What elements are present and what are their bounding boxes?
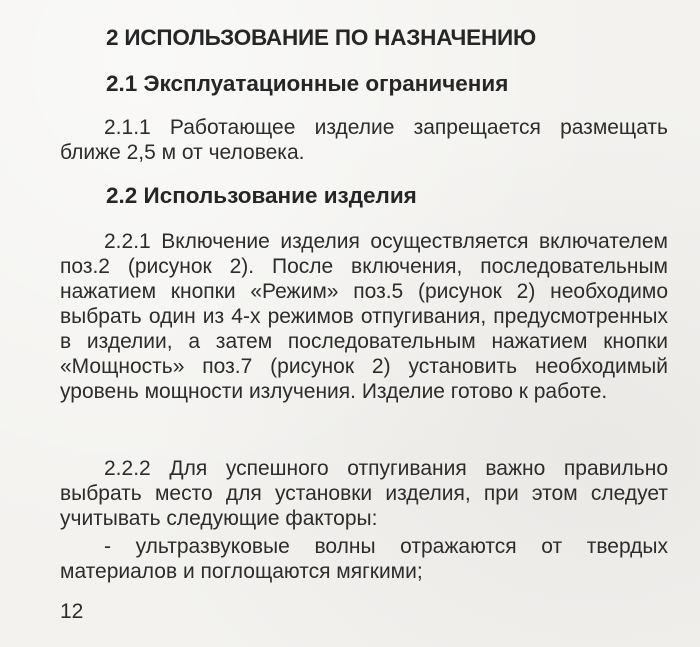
paragraph-2-1-1-text: 2.1.1 Работающее изделие запрещается размещать ближе 2,5 м от человека.	[60, 116, 668, 164]
paragraph-2-2-2	[60, 456, 668, 531]
bullet-item	[60, 534, 668, 584]
bullet-item-text: - ультразвуковые волны отражаются от твердых материалов и поглощаются мягкими;	[60, 535, 668, 583]
section-title: 2 ИСПОЛЬЗОВАНИЕ ПО НАЗНАЧЕНИЮ	[106, 25, 536, 50]
subsection-heading-2-2: 2.2 Использование изделия	[106, 183, 417, 208]
page-number: 12	[60, 600, 84, 623]
paragraph-2-1-1	[60, 115, 668, 165]
paragraph-2-2-1-text: 2.2.1 Включение изделия осуществляется включателем поз.2 (рисунок 2). После включения, последовательным нажатием кнопки «Режим» поз.5 (рисунок 2) необходимо выбрать один из 4-х режимов отпугивания, предусмотренных в изделии, а затем последовательным нажатием кнопки «Мощность» поз.7 (рисунок 2) установить необходимый уровень мощности излучения. Изделие готово к работе.	[60, 230, 668, 403]
paragraph-2-2-2-text: 2.2.2 Для успешного отпугивания важно правильно выбрать место для установки изделия, при этом следует учитывать следующие факторы:	[60, 457, 668, 530]
subsection-heading-2-1: 2.1 Эксплуатационные ограничения	[106, 71, 509, 96]
paragraph-2-2-1	[60, 229, 668, 404]
